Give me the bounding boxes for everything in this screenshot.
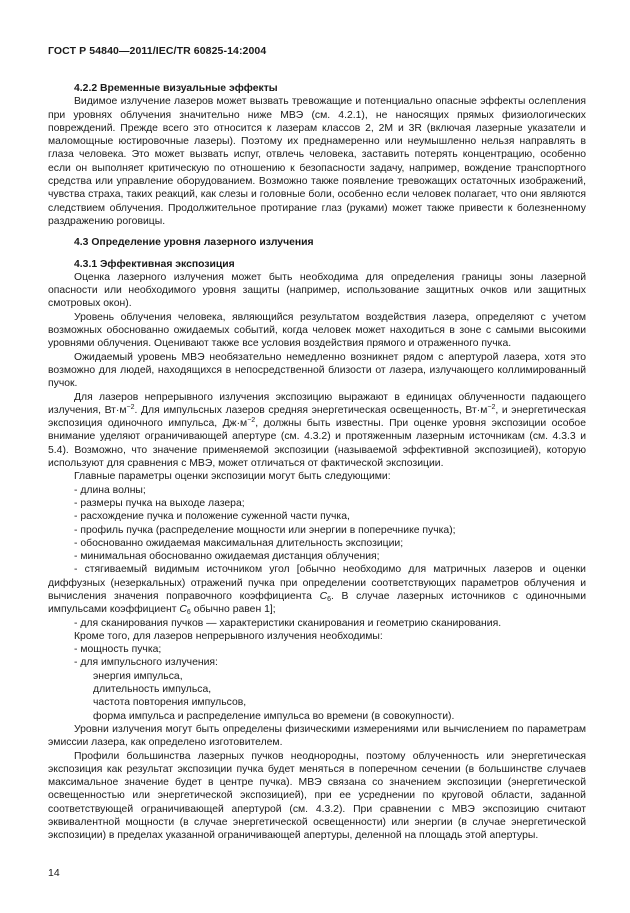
- superscript: −2: [247, 417, 256, 425]
- list-item: - длина волны;: [74, 484, 146, 496]
- list-item: - профиль пучка (распределение мощности или энергии в поперечнике пучка);: [74, 524, 456, 536]
- list-item: - размеры пучка на выходе лазера;: [74, 497, 245, 509]
- paragraph: Главные параметры оценки экспозиции могут быть следующими:: [74, 471, 391, 483]
- paragraph: Уровни излучения могут быть определены физическими измерениями или вычислением по параметрам эмиссии лазера, как определено изготовителем.: [48, 723, 586, 749]
- list-item: - расхождение пучка и положение суженной части пучка,: [74, 511, 350, 523]
- paragraph: Профили большинства лазерных пучков неоднородны, поэтому облученность или энергетическая экспозиция как результат экспозиции пучка будет меняться в поперечном сечении (в большинстве случаев максимальное значение будет в центре пучка). МВЭ связана со значением экспозиции (энергетической освещенностью или энергетической экспозицией), при ее усреднении по круговой области, заданной соответствующей ограничивающей апертурой (см. 4.3.2). При сравнении с МВЭ экспозицию считают эквивалентной мощности (в случае энергетической освещенности) или энергии (в случае энергетической экспозиции) в пределах указанной ограничивающей апертуры, деленной на площадь этой апертуры.: [48, 750, 586, 842]
- list-item-angle: [48, 563, 586, 616]
- text-run: - стягиваемый видимым источником угол [обычно необходимо для матричных лазеров и оценки диффузных (незеркальных) отражений пучка при определении соответствующих параметров облучения и вычисления значения поправочного коэффициента: [48, 564, 586, 602]
- list-item: - обоснованно ожидаемая максимальная длительность экспозиции;: [74, 537, 404, 549]
- text-run: , должны быть известны. При оценке уровня экспозиции особое внимание уделяют ограничивающей апертуре (см. 4.3.2) и протяженным лазерным источникам (см. 4.3.3 и 5.4). Возможно, что значение применяемой экспозиции (называемой эффективной экспозицией), которую используют для сравнения с МВЭ, может отличаться от фактической экспозиции.: [48, 418, 586, 470]
- section-heading-4-3-1: 4.3.1 Эффективная экспозиция: [74, 258, 235, 270]
- coefficient-symbol: C: [319, 590, 328, 602]
- text-run: . В случае лазерных источников с одиночными импульсами коэффициент: [48, 590, 586, 616]
- paragraph: Кроме того, для лазеров непрерывного излучения необходимы:: [74, 630, 383, 642]
- list-item: - для импульсного излучения:: [74, 657, 218, 669]
- superscript: −2: [487, 403, 496, 411]
- paragraph: Ожидаемый уровень МВЭ необязательно немедленно возникнет рядом с апертурой лазера, хотя это возможно для людей, находящихся в непосредственной близости от лазера, излучающего коллимированный пучок.: [48, 351, 586, 390]
- sub-list-item: частота повторения импульсов,: [93, 697, 247, 709]
- list-item: - мощность пучка;: [74, 644, 162, 656]
- document-header: ГОСТ Р 54840—2011/IEC/TR 60825-14:2004: [48, 45, 267, 57]
- sub-list-item: энергия импульса,: [93, 670, 183, 682]
- paragraph-exposure-units: [48, 391, 586, 471]
- document-body: [48, 82, 586, 843]
- paragraph: Уровень облучения человека, являющийся результатом воздействия лазера, определяют с учетом возможных обоснованно ожидаемых событий, когда человек может находиться в зоне с самыми высокими уровнями облучения. Оценивают также все условия воздействия прямого и отраженного пучка.: [48, 311, 586, 350]
- text-run: Для лазеров непрерывного излучения экспозицию выражают в единицах облученности падающего излучения, Вт·м: [48, 391, 586, 416]
- text-run: обычно равен 1];: [190, 604, 276, 616]
- coefficient-symbol: C: [179, 604, 187, 616]
- list-item: - для сканирования пучков — характеристики сканирования и геометрию сканирования.: [74, 617, 502, 629]
- text-run: . Для импульсных лазеров средняя энергетическая освещенность, Вт·м: [134, 404, 488, 416]
- subscript: 6: [327, 595, 331, 603]
- subscript: 6: [186, 609, 191, 617]
- section-heading-4-2-2: 4.2.2 Временные визуальные эффекты: [74, 83, 278, 94]
- sub-list-item: длительность импульса,: [93, 684, 212, 696]
- list-item: - минимальная обоснованно ожидаемая дистанция облучения;: [74, 551, 380, 563]
- text-run: , и энергетическая экспозиция одиночного импульса, Дж·м: [48, 404, 586, 430]
- paragraph: Оценка лазерного излучения может быть необходима для определения границы зоны лазерной опасности или необходимого уровня защиты (например, использование защитных очков или защитных смотровых окон).: [48, 271, 586, 310]
- page-number: 14: [48, 867, 60, 879]
- sub-list-item: форма импульса и распределение импульса во времени (в совокупности).: [93, 710, 455, 722]
- superscript: −2: [126, 403, 135, 411]
- section-heading-4-3: 4.3 Определение уровня лазерного излучения: [74, 237, 314, 249]
- paragraph: Видимое излучение лазеров может вызвать тревожащие и потенциально опасные эффекты ослепления при уровнях облучения значительно ниже МВЭ (см. 4.2.1), не наносящих прямых физиологических повреждений. Прежде всего это относится к лазерам классов 2, 2М и 3R (включая лазерные указатели и маломощные юстировочные лазеры). Поэтому их преднамеренно или неумышленно нельзя направлять в глаза человека. Это может вызвать испуг, отвлечь человека, заставить потерять концентрацию, особенно если он выполняет критическую по отношению к безопасности задачу, например, вождение транспортного средства или управление оборудованием. Возможно также появление тревожащих остаточных изображений, чувства страха, таких реакций, как слезы и головные боли, особенно если человек полагает, что они являются следствием облучения. Продолжительное протирание глаз (руками) может также привести к болезненному раздражению роговицы.: [48, 96, 586, 227]
